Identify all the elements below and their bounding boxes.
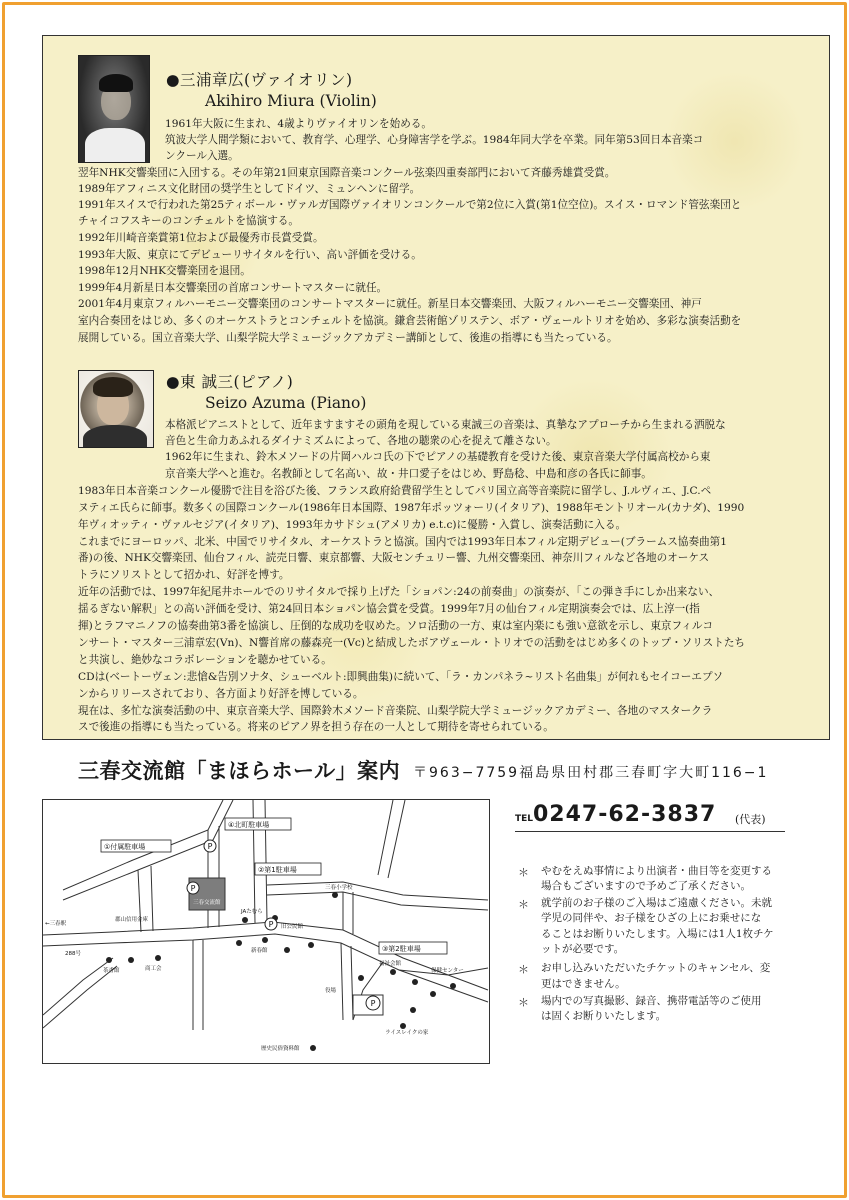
bio-line: CDは(ベートーヴェン:悲愴&告別ソナタ、シューベルト:即興曲集)に続いて、「ラ・カンパネラ~リスト名曲集」が何れもセイコーエプソ (78, 671, 724, 683)
note-line: 就学前のお子様のご入場はご遠慮ください。未就 (541, 897, 772, 909)
bio-line: 翌年NHK交響楽団に入団する。その年第21回東京国際音楽コンクール弦楽四重奏部門において斉藤秀雄賞受賞。 (78, 167, 616, 179)
bio-line: 1991年スイスで行われた第25ティボール・ヴァルガ国際ヴァイオリンコンクールで第2位に入賞(第1位空位)。スイス・ロマンド管弦楽団と (78, 199, 742, 211)
venue-address: 〒963−7759福島県田村郡三春町字大町116−1 (413, 765, 769, 781)
bio-line: 1962年に生まれ、鈴木メソードの片岡ハルコ氏の下でピアノの基礎教育を受けた後、東京音楽大学付属高校から東 (165, 451, 711, 463)
tel-number: 0247-62-3837 (533, 802, 717, 827)
bio-line: スで後進の指導にも当たっている。将来のピアノ界を担う存在の一人として期待を寄せられている。 (78, 721, 554, 733)
bio-line: ンからリリースされており、各方面より好評を博している。 (78, 688, 364, 700)
note-mark: ＊ (518, 866, 529, 879)
bio-line: これまでにヨーロッパ、北米、中国でリサイタル、オーケストラと協演。国内では1993年日本フィル定期デビュー(ブラームス協奏曲第1 (78, 536, 727, 548)
map-parking-mark: P (190, 884, 196, 893)
azuma-name-jp: ●東 誠三(ピアノ) (166, 373, 294, 391)
bio-line: 年ヴィオッティ・ヴァルセジア(イタリア)、1993年カサドシュ(アメリカ) e.t.c)に優勝・入賞し、演奏活動に入る。 (78, 519, 627, 531)
map-label-p2: ②第1駐車場 (258, 866, 297, 874)
access-map (42, 799, 490, 1064)
azuma-portrait-photo (78, 370, 154, 448)
azuma-name-en: Seizo Azuma (Piano) (205, 394, 367, 412)
bio-line: 1993年大阪、東京にてデビューリサイタルを行い、高い評価を受ける。 (78, 249, 422, 261)
map-label-cafe: 茶香館 (103, 968, 120, 974)
bio-line: 1983年日本音楽コンクール優勝で注目を浴びた後、フランス政府給費留学生としてパリ国立高等音楽院に留学し、J.ルヴィエ、J.C.ペ (78, 485, 712, 497)
map-parking-mark: P (207, 842, 213, 851)
note-line: 場内での写真撮影、録音、携帯電話等のご使用 (541, 995, 762, 1007)
map-label-rekishi: 歴史民俗資料館 (261, 1046, 300, 1052)
note-line: お申し込みいただいたチケットのキャンセル、変 (541, 962, 771, 974)
note-line: 更はできません。 (541, 978, 626, 990)
bio-line: ヌティエ氏らに師事。数多くの国際コンクール(1986年日本国際、1987年ポッツォーリ(イタリア)、1988年モントリオール(カナダ)、1990 (78, 502, 745, 514)
bio-line: 番)の後、NHK交響楽団、仙台フィル、読売日響、東京都響、大阪センチュリー響、九州交響楽団、神奈川フィルなど各地のオーケス (78, 552, 710, 564)
note-mark: ＊ (518, 963, 529, 976)
note-line: ることはお断りいたします。入場には1人1枚チケ (541, 928, 774, 940)
map-label-route: 288号 (65, 951, 81, 957)
miura-name-jp: ●三浦章広(ヴァイオリン) (166, 71, 353, 89)
bio-line: 現在は、多忙な演奏活動の中、東京音楽大学、国際鈴木メソード音楽院、山梨学院大学ミュージックアカデミー、各地のマスタークラ (78, 705, 713, 717)
map-label-shinkan: 新春館 (251, 948, 268, 954)
bio-line: トラにソリストとして招かれ、好評を博す。 (78, 569, 290, 581)
bio-line: 室内合奏団をはじめ、多くのオーケストラとコンチェルトを協演。鎌倉芸術館ゾリステン、ボア・ヴェールトリオを始め、多彩な演奏活動を (78, 315, 742, 327)
bio-line: ンサート・マスター三浦章宏(Vn)、N響首席の藤森亮一(Vc)と結成したボアヴェール・トリオでの活動をはじめ多くのトップ・ソリストたち (78, 637, 746, 649)
note-line: 学児の同伴や、お子様をひざの上にお乗せにな (541, 912, 762, 924)
miura-portrait-photo (78, 55, 150, 163)
map-label-school: 三春小学校 (325, 885, 353, 891)
bio-line: 揺るぎない解釈」との高い評価を受け、第24回日本ショパン協会賞を受賞。1999年7月の仙台フィル定期演奏会では、広上淳一(指 (78, 603, 700, 615)
bio-line: 筑波大学人間学類において、教育学、心理学、心身障害学を学ぶ。1984年同大学を卒業。同年第53回日本音楽コ (165, 134, 704, 146)
map-label-lifework: ライスレイクの家 (385, 1030, 429, 1036)
map-label-fukushi: 福祉会館 (379, 961, 402, 967)
bio-line: 揮)とラフマニノフの協奏曲第3番を協演し、圧倒的な成功を収めた。ソロ活動の一方、東は室内楽にも強い意欲を示し、東京フィルコ (78, 620, 714, 632)
map-label-hoken: 保健センター (431, 968, 464, 974)
bio-line: 1999年4月新星日本交響楽団の首席コンサートマスターに就任。 (78, 282, 388, 294)
map-label-mahora: 三春交流館 (193, 900, 221, 906)
map-label-p4: ④北町駐車場 (228, 821, 270, 829)
bio-line: 音色と生命力あふれるダイナミズムによって、各地の聴衆の心を捉えて離さない。 (165, 435, 557, 447)
bio-line: チャイコフスキーのコンチェルトを協演する。 (78, 215, 299, 227)
map-label-yakuba: 役場 (325, 988, 337, 994)
tel-note: (代表) (735, 813, 766, 826)
note-mark: ＊ (518, 996, 529, 1009)
map-label-shokokai: 商工会 (145, 966, 162, 972)
bio-line: 京音楽大学へと進む。名教師として名高い、故・井口愛子をはじめ、野島稔、中島和彦の各氏に師事。 (165, 468, 652, 480)
note-line: やむをえぬ事情により出演者・曲目等を変更する (541, 865, 772, 877)
tel-prefix: TEL (515, 814, 534, 824)
venue-phone (515, 802, 785, 832)
bio-line: 本格派ピアニストとして、近年ますますその頭角を現している東誠三の音楽は、真摯なアプローチから生まれる洒脱な (165, 419, 726, 431)
note-line: 場合もございますので予めご了承ください。 (541, 880, 751, 892)
venue-guide-title: 三春交流館「まほらホール」案内 (78, 759, 401, 783)
note-line: は固くお断りいたします。 (541, 1010, 667, 1022)
map-parking-mark: P (268, 920, 274, 929)
miura-name-en: Akihiro Miura (Violin) (205, 92, 377, 110)
bio-line: 展開している。国立音楽大学、山梨学院大学ミュージックアカデミー講師として、後進の指導にも当たっている。 (78, 332, 618, 344)
map-label-p3: ③第2駐車場 (382, 945, 421, 953)
map-label-p1: ①付属駐車場 (104, 843, 146, 851)
bio-line: 1998年12月NHK交響楽団を退団。 (78, 265, 251, 277)
map-label-ja: JAたむら (241, 909, 263, 915)
bio-line: と共演し、絶妙なコラボレーションを聴かせている。 (78, 654, 332, 666)
map-label-station: ←三春駅 (45, 921, 67, 927)
bio-line: 1989年アフィニス文化財団の奨学生としてドイツ、ミュンヘンに留学。 (78, 183, 421, 195)
map-label-shinkin: 郡山信用金庫 (115, 917, 149, 923)
map-parking-mark: P (370, 999, 376, 1008)
note-line: ットが必要です。 (541, 943, 625, 955)
bio-line: 近年の活動では、1997年紀尾井ホールでのリサイタルで採り上げた「ショパン:24の前奏曲」の演奏が、「この弾き手にしか出来ない、 (78, 586, 720, 598)
note-mark: ＊ (518, 898, 529, 911)
bio-line: ンクール入選。 (165, 150, 239, 162)
bio-line: 2001年4月東京フィルハーモニー交響楽団のコンサートマスターに就任。新星日本交響楽団、大阪フィルハーモニー交響楽団、神戸 (78, 298, 702, 310)
bio-line: 1992年川崎音楽賞第1位および最優秀市長賞受賞。 (78, 232, 324, 244)
bio-line: 1961年大阪に生まれ、4歳よりヴァイオリンを始める。 (165, 118, 432, 130)
map-label-koban: 旧公民館 (281, 924, 304, 930)
